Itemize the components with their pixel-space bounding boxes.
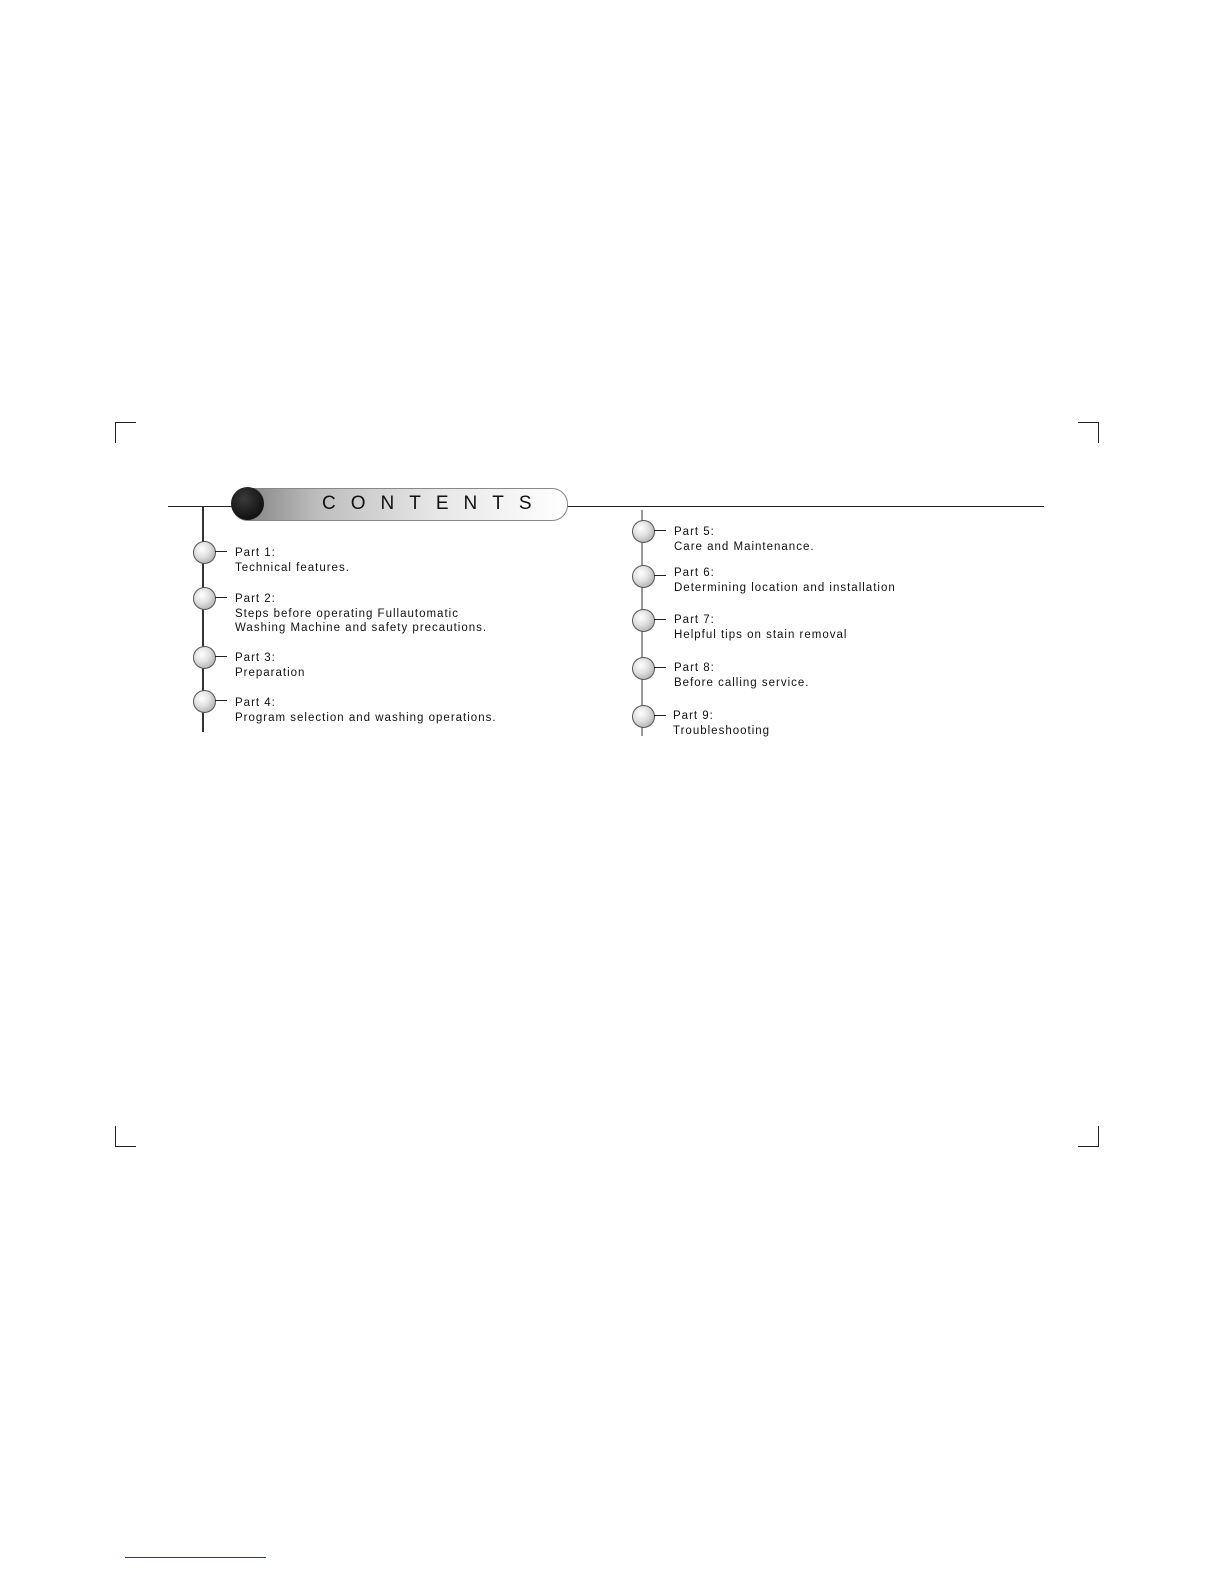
toc-part-title: Program selection and washing operations.	[235, 711, 497, 724]
toc-part-title: Preparation	[235, 666, 306, 679]
toc-entry-part-3[interactable]	[235, 651, 305, 680]
bullet-connector	[654, 715, 666, 716]
toc-entry-part-2[interactable]	[235, 592, 487, 636]
toc-part-title: Troubleshooting	[673, 724, 771, 737]
toc-part-label: Part 1:	[235, 547, 276, 559]
title-dot-icon	[231, 487, 264, 520]
toc-part-title: Care and Maintenance.	[674, 540, 815, 553]
bullet-connector	[654, 575, 666, 576]
bullet-connector	[654, 530, 666, 531]
toc-entry-part-6[interactable]	[674, 566, 896, 595]
bullet-icon	[193, 587, 216, 610]
crop-mark-bottom-right	[1078, 1126, 1099, 1147]
toc-entry-part-8[interactable]	[674, 661, 810, 690]
crop-mark-top-left	[115, 422, 136, 443]
bullet-icon	[632, 657, 655, 680]
bullet-connector	[215, 700, 227, 701]
page-title: CONTENTS	[322, 493, 547, 514]
bullet-connector	[215, 656, 227, 657]
bullet-connector	[654, 619, 666, 620]
toc-part-label: Part 2:	[235, 593, 276, 605]
bullet-icon	[632, 520, 655, 543]
toc-part-title: Helpful tips on stain removal	[674, 628, 848, 641]
toc-part-label: Part 9:	[673, 710, 714, 722]
bullet-icon	[632, 705, 655, 728]
toc-part-label: Part 8:	[674, 662, 715, 674]
toc-part-label: Part 6:	[674, 567, 715, 579]
bullet-icon	[632, 609, 655, 632]
bullet-icon	[632, 565, 655, 588]
toc-part-title: Steps before operating Fullautomatic	[235, 607, 459, 620]
toc-entry-part-4[interactable]	[235, 696, 497, 725]
toc-part-title: Determining location and installation	[674, 581, 896, 594]
toc-part-label: Part 7:	[674, 614, 715, 626]
bullet-connector	[215, 551, 227, 552]
footer-link-underline	[125, 1557, 266, 1558]
toc-part-title: Technical features.	[235, 561, 350, 574]
bullet-icon	[193, 646, 216, 669]
toc-part-title: Before calling service.	[674, 676, 810, 689]
bullet-connector	[215, 597, 227, 598]
toc-entry-part-7[interactable]	[674, 613, 847, 642]
crop-mark-top-right	[1078, 422, 1099, 443]
crop-mark-bottom-left	[115, 1126, 136, 1147]
toc-part-label: Part 3:	[235, 652, 276, 664]
toc-entry-part-9[interactable]	[673, 709, 770, 738]
toc-entry-part-1[interactable]	[235, 546, 350, 575]
header-rule-right	[565, 506, 1044, 507]
toc-entry-part-5[interactable]	[674, 525, 815, 554]
toc-part-label: Part 5:	[674, 526, 715, 538]
toc-part-title: Washing Machine and safety precautions.	[235, 622, 488, 634]
bullet-icon	[193, 541, 216, 564]
toc-part-label: Part 4:	[235, 697, 276, 709]
bullet-icon	[193, 690, 216, 713]
bullet-connector	[654, 667, 666, 668]
